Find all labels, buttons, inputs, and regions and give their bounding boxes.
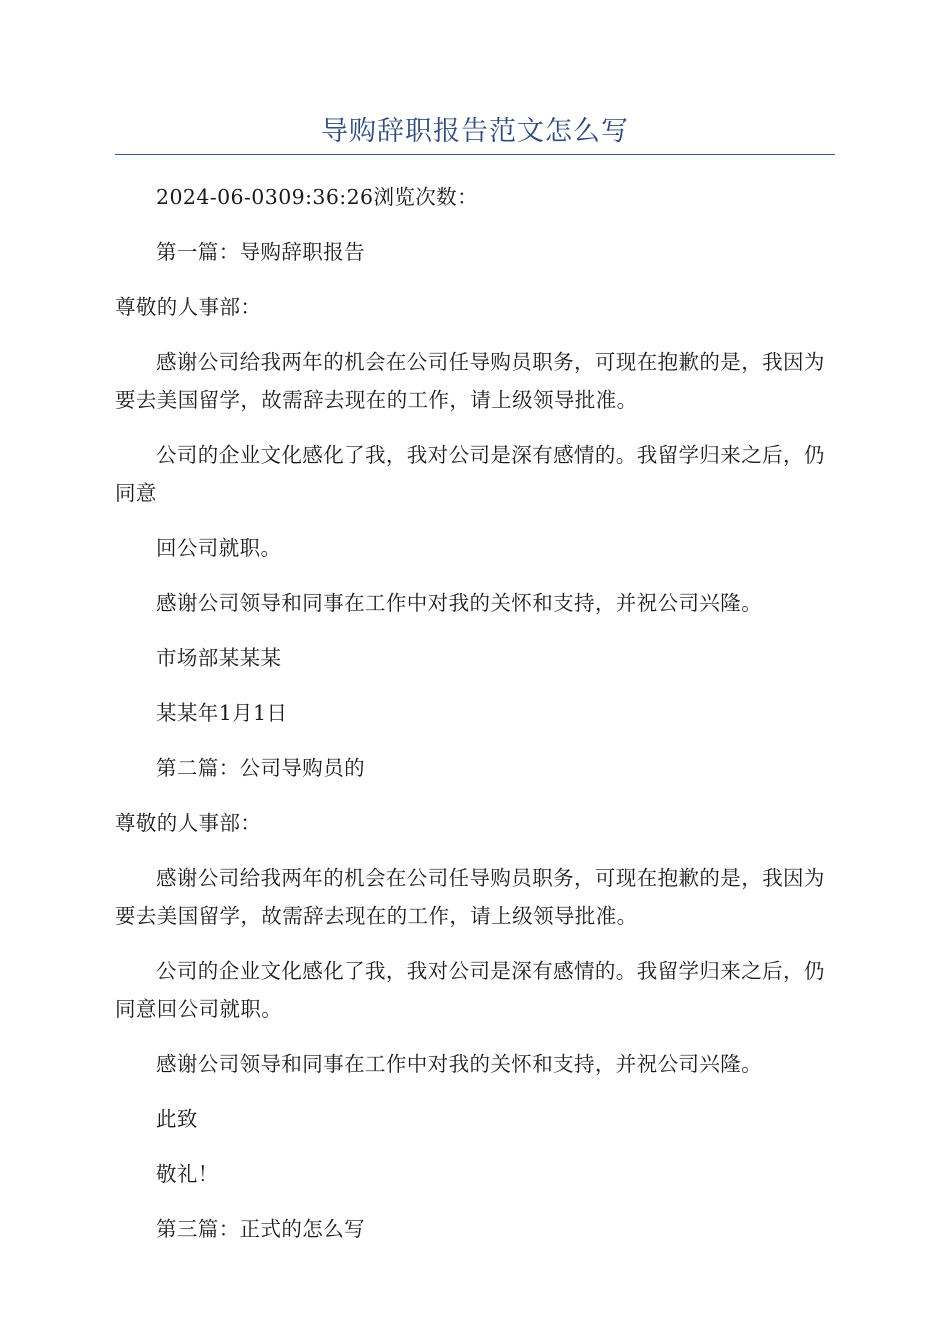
paragraph: 感谢公司领导和同事在工作中对我的关怀和支持，并祝公司兴隆。 [156, 1052, 763, 1076]
paragraph: 感谢公司领导和同事在工作中对我的关怀和支持，并祝公司兴隆。 [156, 591, 763, 615]
closing: 此致 [156, 1107, 198, 1131]
section-heading: 第三篇：正式的怎么写 [156, 1217, 365, 1241]
section-heading: 第二篇：公司导购员的 [156, 756, 365, 780]
date-line: 某某年1月1日 [156, 701, 288, 725]
salutation: 尊敬的人事部： [115, 295, 262, 319]
signature: 市场部某某某 [156, 646, 282, 670]
paragraph: 感谢公司给我两年的机会在公司任导购员职务，可现在抱歉的是，我因为要去美国留学，故需辞去现在的工作，请上级领导批准。 [115, 866, 825, 928]
paragraph: 回公司就职。 [156, 536, 282, 560]
title-underline [115, 154, 835, 155]
paragraph: 感谢公司给我两年的机会在公司任导购员职务，可现在抱歉的是，我因为要去美国留学，故需辞去现在的工作，请上级领导批准。 [115, 350, 825, 412]
salutation: 尊敬的人事部： [115, 811, 262, 835]
document-body [115, 170, 835, 1248]
closing: 敬礼！ [156, 1162, 219, 1186]
paragraph: 公司的企业文化感化了我，我对公司是深有感情的。我留学归来之后，仍同意回公司就职。 [115, 959, 825, 1021]
document-title: 导购辞职报告范文怎么写 [321, 116, 629, 147]
meta-line: 2024-06-0309:36:26浏览次数： [156, 185, 478, 209]
section-heading: 第一篇：导购辞职报告 [156, 240, 365, 264]
paragraph: 公司的企业文化感化了我，我对公司是深有感情的。我留学归来之后，仍同意 [115, 443, 825, 505]
